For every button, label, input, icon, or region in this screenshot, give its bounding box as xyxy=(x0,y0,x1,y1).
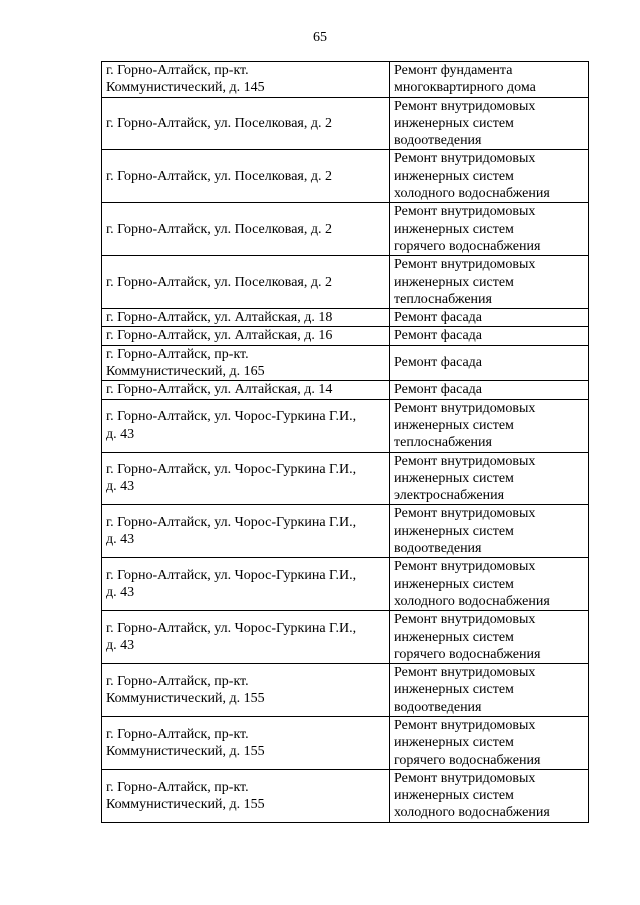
page-number: 65 xyxy=(313,30,327,45)
work-cell: Ремонт фасада xyxy=(390,381,589,399)
address-cell: г. Горно-Алтайск, ул. Поселковая, д. 2 xyxy=(102,150,390,203)
table-row xyxy=(102,716,589,769)
table-row xyxy=(102,381,589,399)
table-row xyxy=(102,327,589,345)
work-cell: Ремонт фасада xyxy=(390,345,589,381)
work-cell: Ремонт фундамента многоквартирного дома xyxy=(390,62,589,98)
work-cell: Ремонт внутридомовых инженерных систем водоотведения xyxy=(390,505,589,558)
table-row xyxy=(102,769,589,822)
table-row xyxy=(102,150,589,203)
work-cell: Ремонт внутридомовых инженерных систем горячего водоснабжения xyxy=(390,203,589,256)
table-row xyxy=(102,611,589,664)
table-body xyxy=(102,62,589,823)
repair-table xyxy=(101,61,589,823)
table-row xyxy=(102,399,589,452)
address-cell: г. Горно-Алтайск, ул. Поселковая, д. 2 xyxy=(102,256,390,309)
address-cell: г. Горно-Алтайск, пр-кт. Коммунистический, д. 145 xyxy=(102,62,390,98)
address-cell: г. Горно-Алтайск, ул. Алтайская, д. 16 xyxy=(102,327,390,345)
address-cell: г. Горно-Алтайск, ул. Чорос-Гуркина Г.И., д. 43 xyxy=(102,452,390,505)
work-cell: Ремонт внутридомовых инженерных систем холодного водоснабжения xyxy=(390,558,589,611)
address-cell: г. Горно-Алтайск, ул. Чорос-Гуркина Г.И., д. 43 xyxy=(102,558,390,611)
address-cell: г. Горно-Алтайск, ул. Поселковая, д. 2 xyxy=(102,97,390,150)
table-row xyxy=(102,256,589,309)
work-cell: Ремонт внутридомовых инженерных систем теплоснабжения xyxy=(390,399,589,452)
work-cell: Ремонт внутридомовых инженерных систем холодного водоснабжения xyxy=(390,150,589,203)
address-cell: г. Горно-Алтайск, ул. Чорос-Гуркина Г.И., д. 43 xyxy=(102,611,390,664)
work-cell: Ремонт фасада xyxy=(390,327,589,345)
address-cell: г. Горно-Алтайск, ул. Чорос-Гуркина Г.И., д. 43 xyxy=(102,399,390,452)
work-cell: Ремонт внутридомовых инженерных систем горячего водоснабжения xyxy=(390,611,589,664)
work-cell: Ремонт внутридомовых инженерных систем горячего водоснабжения xyxy=(390,716,589,769)
table-row xyxy=(102,558,589,611)
address-cell: г. Горно-Алтайск, ул. Поселковая, д. 2 xyxy=(102,203,390,256)
work-cell: Ремонт фасада xyxy=(390,309,589,327)
work-cell: Ремонт внутридомовых инженерных систем водоотведения xyxy=(390,664,589,717)
address-cell: г. Горно-Алтайск, ул. Алтайская, д. 14 xyxy=(102,381,390,399)
address-cell: г. Горно-Алтайск, ул. Чорос-Гуркина Г.И., д. 43 xyxy=(102,505,390,558)
address-cell: г. Горно-Алтайск, пр-кт. Коммунистический, д. 155 xyxy=(102,769,390,822)
address-cell: г. Горно-Алтайск, ул. Алтайская, д. 18 xyxy=(102,309,390,327)
table-row xyxy=(102,664,589,717)
table-row xyxy=(102,97,589,150)
table-row xyxy=(102,62,589,98)
table-row xyxy=(102,309,589,327)
address-cell: г. Горно-Алтайск, пр-кт. Коммунистический, д. 165 xyxy=(102,345,390,381)
work-cell: Ремонт внутридомовых инженерных систем электроснабжения xyxy=(390,452,589,505)
work-cell: Ремонт внутридомовых инженерных систем теплоснабжения xyxy=(390,256,589,309)
work-cell: Ремонт внутридомовых инженерных систем водоотведения xyxy=(390,97,589,150)
address-cell: г. Горно-Алтайск, пр-кт. Коммунистический, д. 155 xyxy=(102,664,390,717)
table-row xyxy=(102,452,589,505)
address-cell: г. Горно-Алтайск, пр-кт. Коммунистический, д. 155 xyxy=(102,716,390,769)
work-cell: Ремонт внутридомовых инженерных систем холодного водоснабжения xyxy=(390,769,589,822)
table-row xyxy=(102,203,589,256)
table-row xyxy=(102,505,589,558)
table-row xyxy=(102,345,589,381)
